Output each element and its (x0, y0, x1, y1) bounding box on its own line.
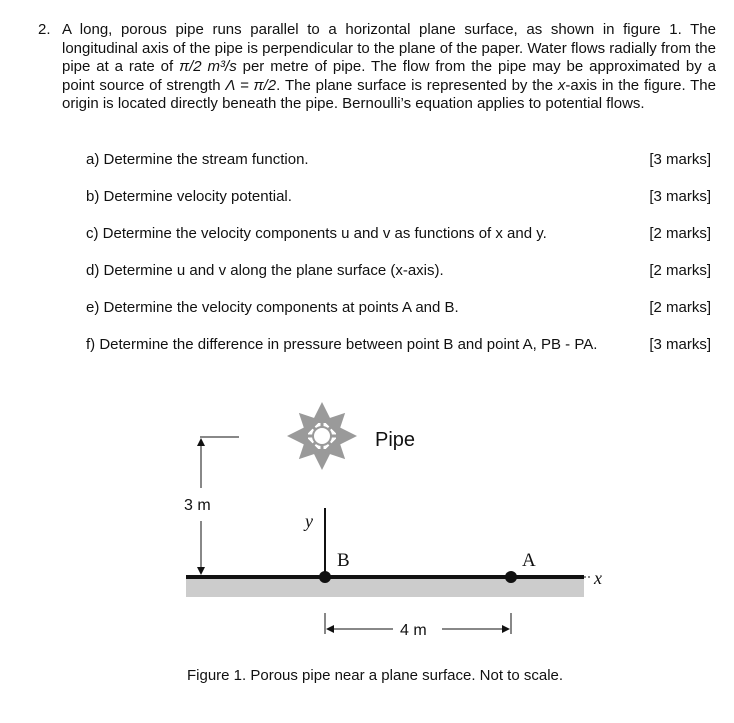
x-axis-label: x (594, 568, 602, 588)
part-e-label: e) Determine the velocity components at points A and B. (86, 299, 459, 316)
part-f-label: f) Determine the difference in pressure between point B and point A, PB - PA. (86, 336, 598, 353)
source-strength: Λ = π/2 (225, 76, 277, 94)
y-axis-label: y (305, 511, 313, 531)
part-a-marks: [3 marks] (649, 151, 711, 168)
question-text-part-2: per metre of pipe. The flow from the pipe may be approximated by a point source of strength (62, 58, 716, 94)
part-a-label: a) Determine the stream function. (86, 151, 309, 168)
part-c-marks: [2 marks] (649, 225, 711, 242)
pipe-label: Pipe (375, 429, 416, 451)
question-text-part-1: A long, porous pipe runs parallel to a horizontal plane surface, as shown in figure 1. The longitudinal axis of the pipe is perpendicular to the plane of the paper. Water flows radially from the pipe at a rate of (62, 21, 716, 76)
flow-rate: π/2 m³/s (179, 58, 237, 76)
part-e-marks: [2 marks] (649, 299, 711, 316)
part-c-label: c) Determine the velocity components u and v as functions of x and y. (86, 225, 547, 242)
part-f-marks: [3 marks] (649, 336, 711, 353)
part-b-label: b) Determine velocity potential. (86, 188, 292, 205)
height-label: 3 m (184, 497, 211, 514)
point-b-label: B (337, 550, 350, 571)
figure-caption: Figure 1. Porous pipe near a plane surface. Not to scale. (187, 667, 564, 684)
plane-surface (186, 577, 584, 597)
part-b-marks: [3 marks] (649, 188, 711, 205)
point-b (319, 571, 331, 583)
point-a-label: A (522, 550, 536, 571)
axis-name: x (557, 76, 566, 94)
question-text-part-4: -axis in the figure. The origin is located directly beneath the pipe. Bernoulli’s equation applies to potential flows. (62, 76, 716, 113)
part-d-marks: [2 marks] (649, 262, 711, 279)
distance-label: 4 m (400, 622, 427, 639)
point-a (505, 571, 517, 583)
part-d-label: d) Determine u and v along the plane surface (x-axis). (86, 262, 444, 279)
question-number: 2. (38, 21, 51, 38)
pipe-source-icon (290, 405, 354, 467)
question-text-part-3: . The plane surface is represented by the (276, 76, 558, 94)
